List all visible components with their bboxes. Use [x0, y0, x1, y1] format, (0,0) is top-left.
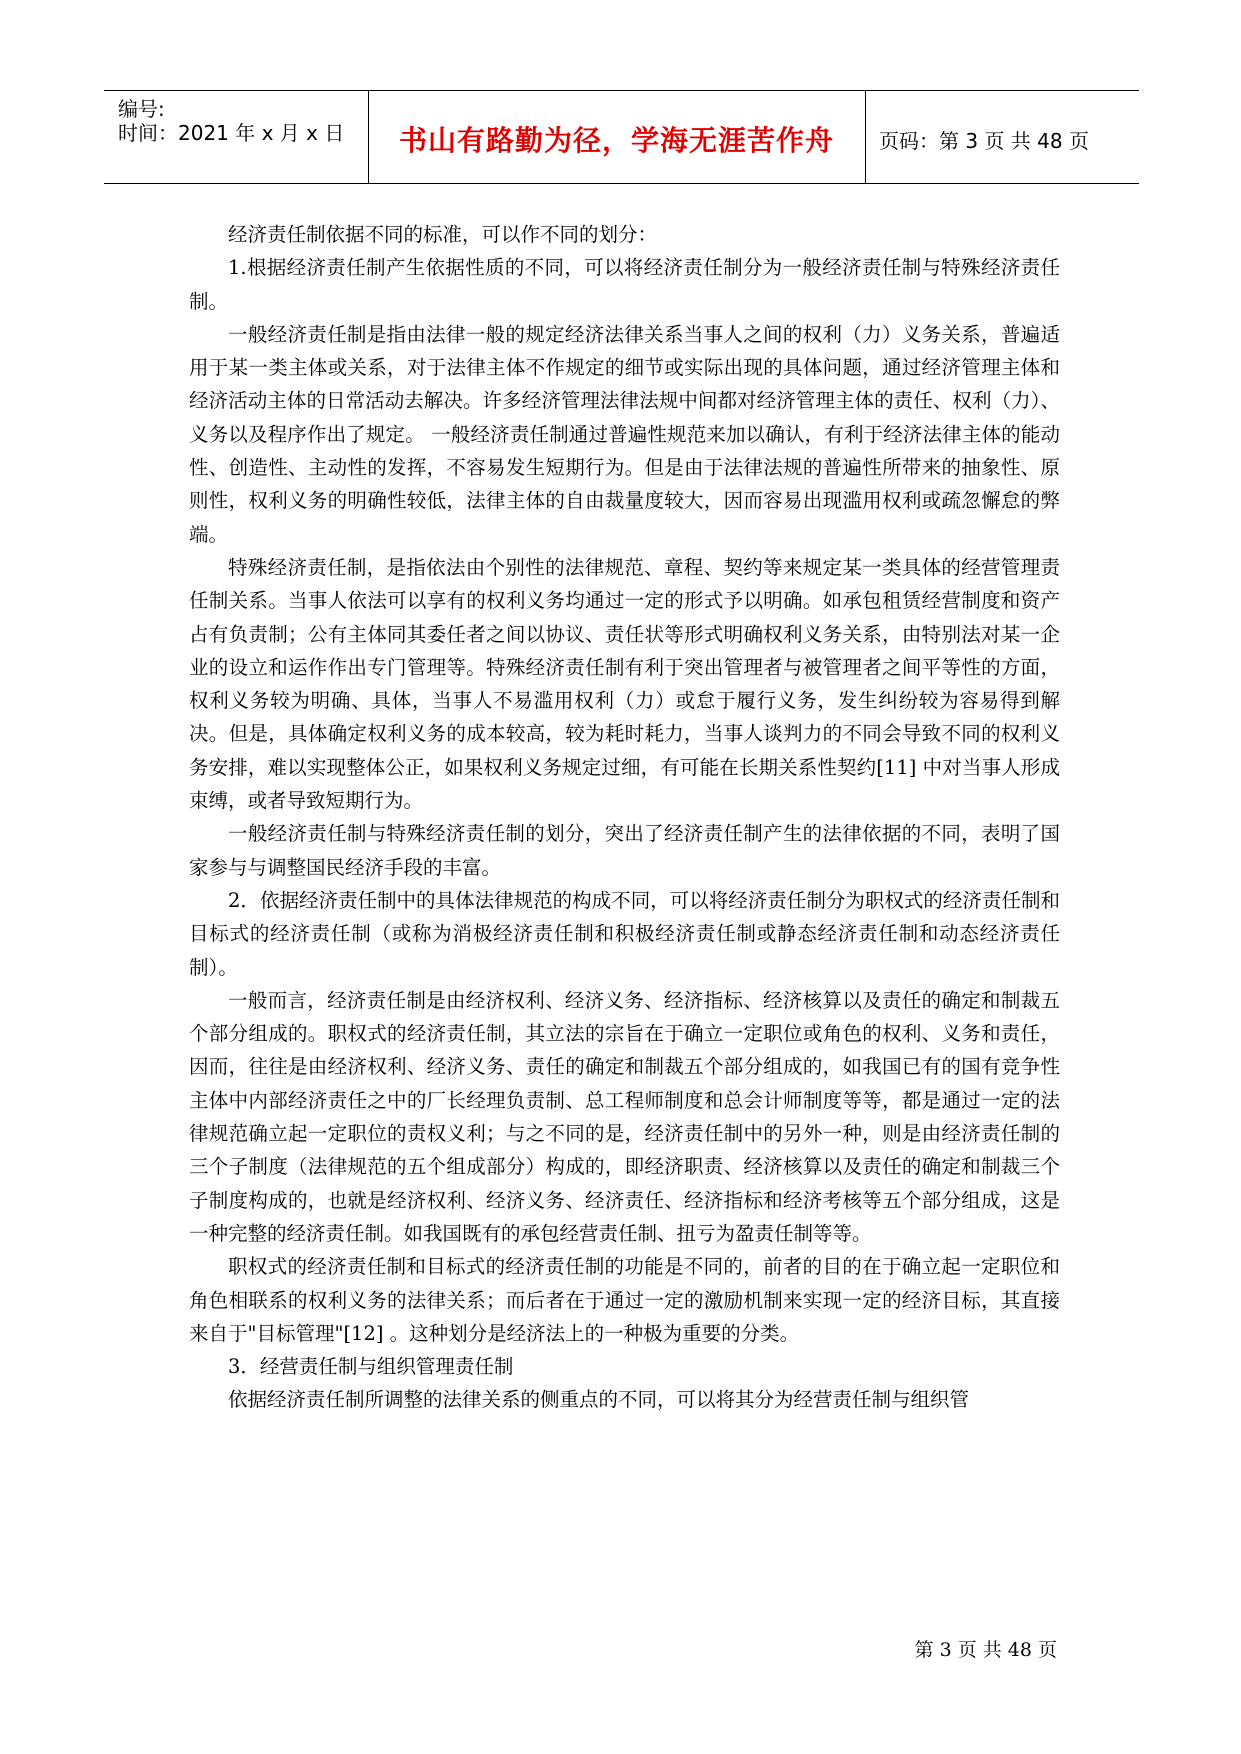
motto-text: 书山有路勤为径，学海无涯苦作舟: [398, 124, 834, 157]
document-body: [189, 218, 1060, 1417]
paragraph: 2．依据经济责任制中的具体法律规范的构成不同，可以将经济责任制分为职权式的经济责任制和目标式的经济责任制（或称为消极经济责任制和积极经济责任制或静态经济责任制和动态经济责任制）。: [189, 888, 1060, 979]
paragraph: 依据经济责任制所调整的法律关系的侧重点的不同，可以将其分为经营责任制与组织管: [228, 1388, 970, 1412]
section-heading: 3．经营责任制与组织管理责任制: [228, 1355, 514, 1379]
paragraph: 一般经济责任制是指由法律一般的规定经济法律关系当事人之间的权利（力）义务关系，普遍适用于某一类主体或关系，对于法律主体不作规定的细节或实际出现的具体问题，通过经济管理主体和经济活动主体的日常活动去解决。许多经济管理法律法规中间都对经济管理主体的责任、权利（力）、义务以及程序作出了规定。 一般经济责任制通过普遍性规范来加以确认，有利于经济法律主体的能动性、创造性、主动性的发挥，不容易发生短期行为。但是由于法律法规的普遍性所带来的抽象性、原则性，权利义务的明确性较低，法律主体的自由裁量度较大，因而容易出现滥用权利或疏忽懈怠的弊端。: [189, 322, 1060, 546]
paragraph: 特殊经济责任制，是指依法由个别性的法律规范、章程、契约等来规定某一类具体的经营管理责任制关系。当事人依法可以享有的权利义务均通过一定的形式予以明确。如承包租赁经营制度和资产占有负责制；公有主体同其委任者之间以协议、责任状等形式明确权利义务关系，由特别法对某一企业的设立和运作作出专门管理等。特殊经济责任制有利于突出管理者与被管理者之间平等性的方面，权利义务较为明确、具体，当事人不易滥用权利（力）或怠于履行义务，发生纠纷较为容易得到解决。但是，具体确定权利义务的成本较高，较为耗时耗力，当事人谈判力的不同会导致不同的权利义务安排，难以实现整体公正，如果权利义务规定过细，有可能在长期关系性契约[11] 中对当事人形成束缚，或者导致短期行为。: [189, 555, 1060, 813]
header-motto-cell: [368, 91, 866, 183]
page-info: 页码：第 3 页 共 48 页: [879, 129, 1089, 153]
time-label: 时间：2021 年 x 月 x 日: [118, 121, 345, 145]
document-header: [104, 90, 1139, 184]
page-footer: 第 3 页 共 48 页: [914, 1639, 1057, 1661]
paragraph: 1.根据经济责任制产生依据性质的不同，可以将经济责任制分为一般经济责任制与特殊经济责任制。: [189, 256, 1060, 313]
serial-label: 编号:: [118, 97, 165, 121]
header-page-cell: [865, 91, 1139, 183]
paragraph: 职权式的经济责任制和目标式的经济责任制的功能是不同的，前者的目的在于确立起一定职位和角色相联系的权利义务的法律关系；而后者在于通过一定的激励机制来实现一定的经济目标，其直接来自于"目标管理"[12] 。这种划分是经济法上的一种极为重要的分类。: [189, 1255, 1060, 1345]
paragraph: 经济责任制依据不同的标准，可以作不同的划分：: [228, 223, 658, 246]
paragraph: 一般经济责任制与特殊经济责任制的划分，突出了经济责任制产生的法律依据的不同，表明了国家参与与调整国民经济手段的丰富。: [189, 822, 1060, 879]
paragraph: 一般而言，经济责任制是由经济权利、经济义务、经济指标、经济核算以及责任的确定和制裁五个部分组成的。职权式的经济责任制，其立法的宗旨在于确立一定职位或角色的权利、义务和责任，因而，往往是由经济权利、经济义务、责任的确定和制裁五个部分组成的，如我国已有的国有竞争性主体中内部经济责任之中的厂长经理负责制、总工程师制度和总会计师制度等等，都是通过一定的法律规范确立起一定职位的责权义利；与之不同的是，经济责任制中的另外一种，则是由经济责任制的三个子制度（法律规范的五个组成部分）构成的，即经济职责、经济核算以及责任的确定和制裁三个子制度构成的，也就是经济权利、经济义务、经济责任、经济指标和经济考核等五个部分组成，这是一种完整的经济责任制。如我国既有的承包经营责任制、扭亏为盈责任制等等。: [189, 988, 1060, 1245]
header-info-cell: [104, 91, 369, 183]
